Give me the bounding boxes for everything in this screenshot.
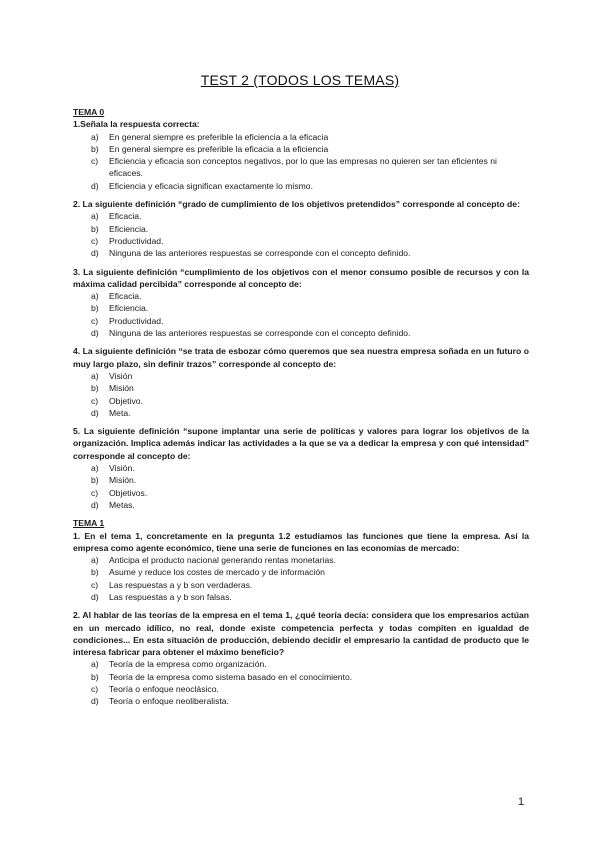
question-text: 4. La siguiente definición “se trata de esbozar cómo queremos que sea nuestra empresa soñada en un futuro o muy largo plazo, sin definir trazos” corresponde al concepto de:: [73, 346, 529, 369]
question-block: [73, 425, 529, 511]
answer-option: [73, 382, 529, 394]
answer-option: [73, 499, 529, 511]
question-text: 2. Al hablar de las teorías de la empresa en el tema 1, ¿qué teoría decía: considera que los empresarios actúan en un mercado idílico, no real, donde existe competencia perfecta y todas compiten en igualdad de condiciones... En esta situación de producción, debiendo decidir el empresario la cantidad de producto que le interesa fabricar para obtener el máximo beneficio?: [73, 610, 529, 658]
option-letter: c): [91, 579, 99, 590]
option-letter: d): [91, 591, 99, 602]
option-text: Teoría o enfoque neoliberalista.: [109, 696, 229, 707]
option-text: Teoría de la empresa como organización.: [109, 659, 267, 670]
answer-options: [73, 554, 529, 603]
option-letter: a): [91, 463, 99, 474]
option-text: Ninguna de las anteriores respuestas se corresponde con el concepto definido.: [109, 248, 411, 259]
option-letter: d): [91, 248, 99, 259]
option-letter: d): [91, 328, 99, 339]
question-block: [73, 530, 529, 604]
answer-option: [73, 407, 529, 419]
question-block: [73, 198, 529, 259]
question-text: 3. La siguiente definición “cumplimiento de los objetivos con el menor consumo posible de recursos y con la máxima calidad percibida” corresponde al concepto de:: [73, 266, 529, 289]
answer-option: [73, 554, 529, 566]
option-letter: b): [91, 223, 99, 234]
answer-options: [73, 370, 529, 419]
option-letter: c): [91, 487, 99, 498]
option-letter: a): [91, 291, 99, 302]
answer-option: [73, 395, 529, 407]
answer-option: [73, 579, 529, 591]
option-text: Eficiencia.: [109, 303, 149, 314]
option-letter: d): [91, 696, 99, 707]
option-letter: b): [91, 475, 99, 486]
option-text: Teoría de la empresa como sistema basado en el conocimiento.: [109, 671, 353, 682]
option-text: Metas.: [109, 499, 135, 510]
answer-option: [73, 235, 529, 247]
answer-option: [73, 658, 529, 670]
option-letter: a): [91, 659, 99, 670]
option-text: Eficiencia y eficacia son conceptos negativos, por lo que las empresas no quieren ser tan eficientes ni eficaces.: [109, 156, 497, 179]
option-letter: d): [91, 407, 99, 418]
option-letter: b): [91, 567, 99, 578]
option-text: Eficacia.: [109, 211, 142, 222]
option-text: En general siempre es preferible la eficiencia a la eficacia: [109, 131, 329, 142]
section-heading-tema1: TEMA 1: [73, 518, 105, 529]
question-block: [73, 118, 529, 192]
answer-option: [73, 143, 529, 155]
question-text: 2. La siguiente definición “grado de cumplimiento de los objetivos pretendidos” corresponde al concepto de:: [73, 199, 520, 210]
answer-option: [73, 302, 529, 314]
document-title: TEST 2 (TODOS LOS TEMAS): [200, 72, 400, 88]
option-text: Productividad.: [109, 235, 164, 246]
option-text: Misión.: [109, 475, 137, 486]
document-content: [73, 106, 529, 708]
answer-option: [73, 210, 529, 222]
option-text: Objetivo.: [109, 395, 143, 406]
answer-option: [73, 671, 529, 683]
option-text: Teoría o enfoque neoclásico.: [109, 684, 219, 695]
question-text: 1. En el tema 1, concretamente en la pregunta 1.2 estudiamos las funciones que tiene la empresa. Así la empresa como agente económico, tiene una serie de funciones en las economías de mercado:: [73, 530, 529, 553]
answer-option: [73, 155, 529, 180]
option-letter: a): [91, 555, 99, 566]
question-text: 1.Señala la respuesta correcta:: [73, 119, 200, 130]
option-text: Visión.: [109, 463, 135, 474]
answer-options: [73, 290, 529, 339]
answer-option: [73, 695, 529, 707]
option-letter: b): [91, 383, 99, 394]
option-text: Eficacia.: [109, 291, 142, 302]
answer-option: [73, 683, 529, 695]
answer-option: [73, 487, 529, 499]
question-block: [73, 345, 529, 419]
option-text: Meta.: [109, 407, 131, 418]
answer-options: [73, 462, 529, 511]
option-text: Eficiencia y eficacia significan exactamente lo mismo.: [109, 180, 313, 191]
answer-option: [73, 591, 529, 603]
option-letter: a): [91, 211, 99, 222]
tema0-questions: [73, 118, 529, 511]
tema1-questions: [73, 530, 529, 708]
option-text: Las respuestas a y b son falsas.: [109, 591, 232, 602]
answer-options: [73, 658, 529, 707]
answer-option: [73, 180, 529, 192]
option-text: Asume y reduce los costes de mercado y de información: [109, 567, 325, 578]
option-letter: b): [91, 303, 99, 314]
option-letter: b): [91, 671, 99, 682]
option-letter: d): [91, 499, 99, 510]
answer-option: [73, 223, 529, 235]
option-text: Eficiencia.: [109, 223, 149, 234]
option-text: Objetivos.: [109, 487, 148, 498]
option-letter: a): [91, 370, 99, 381]
option-text: Las respuestas a y b son verdaderas.: [109, 579, 253, 590]
option-letter: c): [91, 235, 99, 246]
option-letter: c): [91, 156, 99, 167]
question-block: [73, 266, 529, 340]
page-number: 1: [518, 796, 525, 808]
answer-option: [73, 247, 529, 259]
option-text: En general siempre es preferible la eficacia a la eficiencia: [109, 143, 329, 154]
option-text: Visión: [109, 370, 133, 381]
answer-options: [73, 131, 529, 192]
option-text: Ninguna de las anteriores respuestas se corresponde con el concepto definido.: [109, 328, 411, 339]
option-letter: c): [91, 395, 99, 406]
answer-option: [73, 131, 529, 143]
option-text: Misión: [109, 383, 134, 394]
option-letter: c): [91, 684, 99, 695]
answer-option: [73, 370, 529, 382]
option-letter: a): [91, 131, 99, 142]
section-heading-tema0: TEMA 0: [73, 107, 105, 117]
question-text: 5. La siguiente definición “supone implantar una serie de políticas y valores para lograr los objetivos de la organización. Implica además indicar las actividades a la que se va a dedicar la empresa y con qué intensidad” corresponde al concepto de:: [73, 426, 529, 461]
answer-option: [73, 327, 529, 339]
option-letter: c): [91, 315, 99, 326]
option-letter: b): [91, 143, 99, 154]
answer-option: [73, 566, 529, 578]
answer-option: [73, 290, 529, 302]
answer-option: [73, 315, 529, 327]
option-text: Productividad.: [109, 315, 164, 326]
answer-options: [73, 210, 529, 259]
option-text: Anticipa el producto nacional generando rentas monetarias.: [109, 555, 336, 566]
answer-option: [73, 462, 529, 474]
question-block: [73, 609, 529, 707]
option-letter: d): [91, 180, 99, 191]
answer-option: [73, 474, 529, 486]
